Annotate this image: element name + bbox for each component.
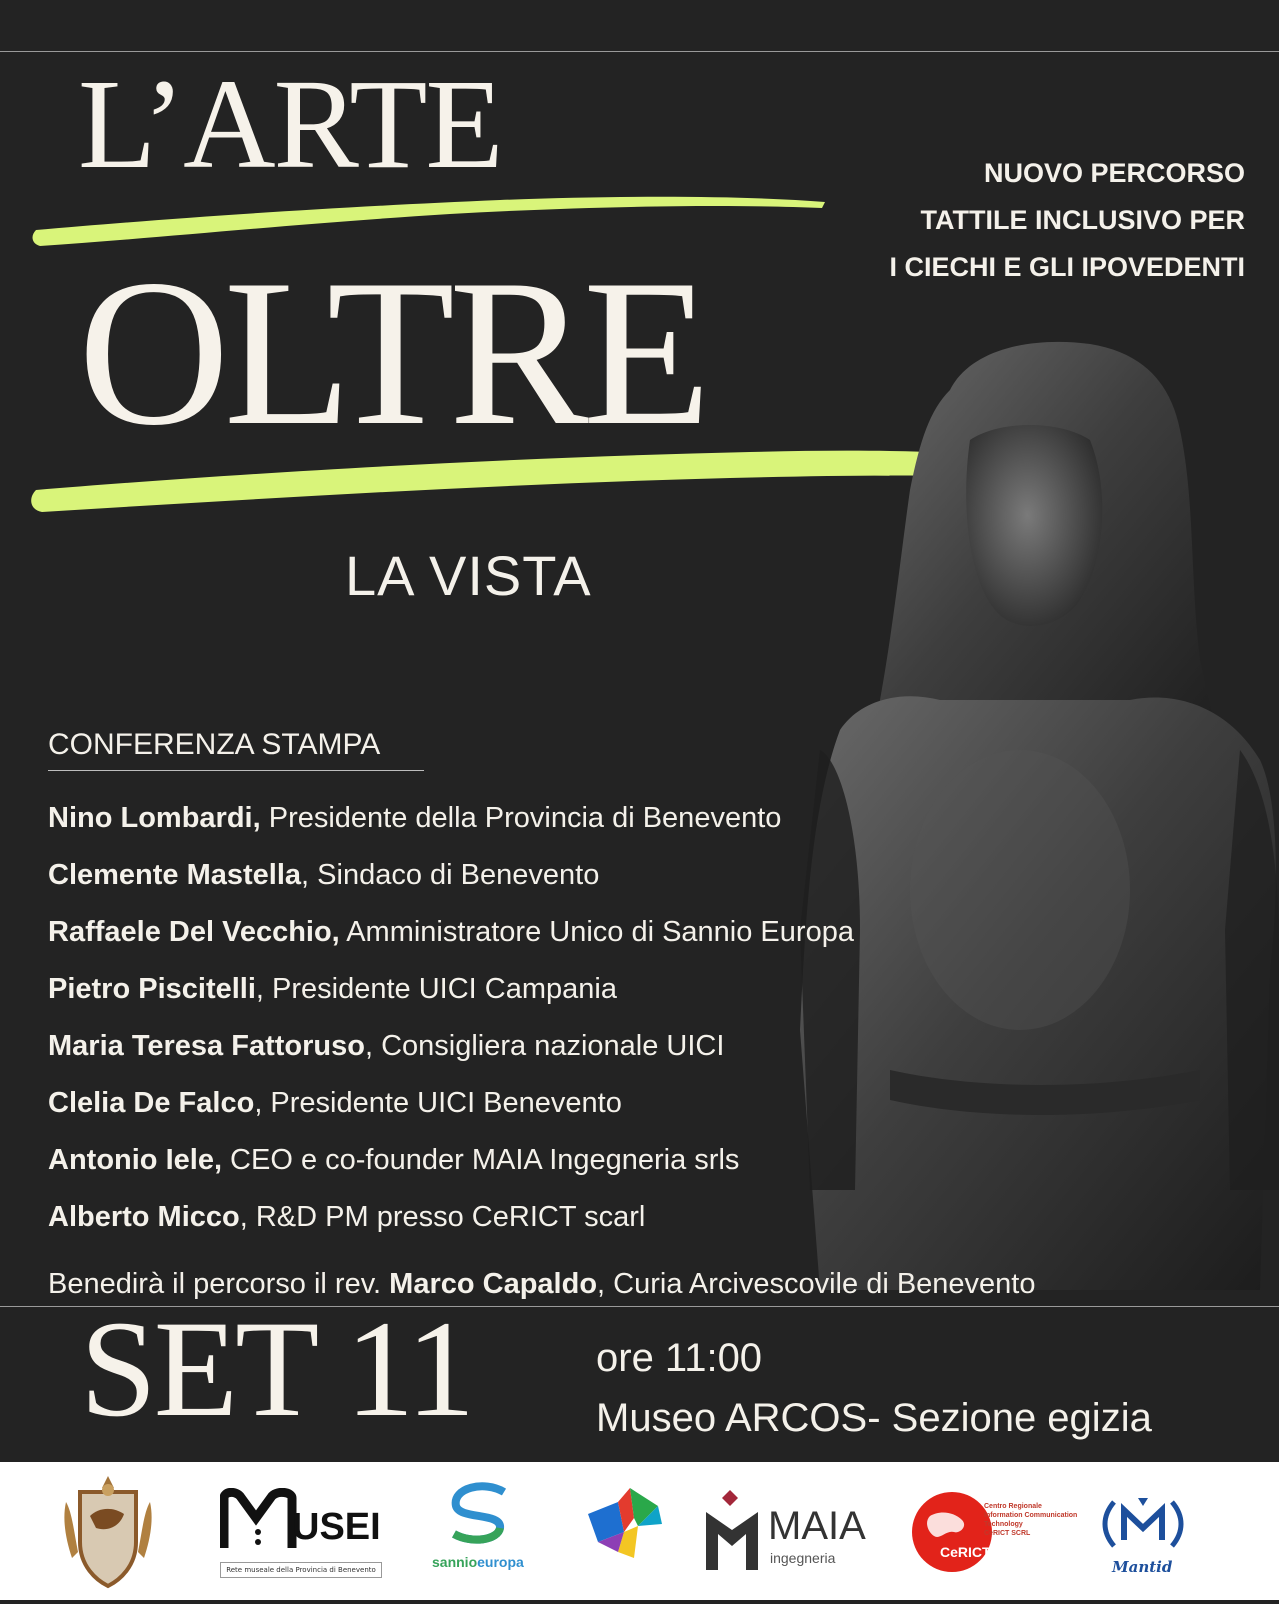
tagline-line: I CIECHI E GLI IPOVEDENTI xyxy=(889,252,1245,282)
blessing-suffix: , Curia Arcivescovile di Benevento xyxy=(597,1268,1036,1300)
blessing-name: Marco Capaldo xyxy=(389,1268,598,1300)
egyptian-statue-image xyxy=(800,330,1279,1290)
cerict-text xyxy=(984,1502,1077,1538)
musei-wordmark: USEI xyxy=(292,1506,381,1548)
musei-m-icon xyxy=(220,1488,300,1552)
event-date: SET 11 xyxy=(80,1292,473,1445)
cerict-text-line: Information Communication xyxy=(984,1512,1078,1519)
cerict-logo xyxy=(910,1462,1085,1600)
speaker-item xyxy=(48,1083,854,1140)
speaker-name: Pietro Piscitelli xyxy=(48,973,256,1005)
event-time: ore 11:00 xyxy=(596,1336,763,1380)
mantid-wordmark: Mantid xyxy=(1112,1558,1173,1576)
tagline-line: NUOVO PERCORSO xyxy=(983,158,1245,188)
colorful-u-icon xyxy=(578,1462,668,1600)
speaker-name: Clemente Mastella xyxy=(48,859,302,891)
speaker-name: Maria Teresa Fattoruso xyxy=(48,1030,365,1062)
sannio-europa-logo xyxy=(430,1462,530,1600)
speaker-role: , Presidente UICI Benevento xyxy=(254,1087,622,1119)
uici-logo xyxy=(578,1462,668,1600)
event-venue: Museo ARCOS- Sezione egizia xyxy=(596,1396,1152,1440)
speaker-name: Clelia De Falco xyxy=(48,1087,255,1119)
cerict-text-line: Centro Regionale xyxy=(984,1503,1042,1510)
speaker-item xyxy=(48,912,854,969)
speaker-role: , R&D PM presso CeRICT scarl xyxy=(239,1201,646,1233)
cerict-label: CeRICT xyxy=(940,1544,991,1560)
mantid-signal-icon xyxy=(1100,1492,1186,1556)
maia-ingegneria-logo xyxy=(704,1462,884,1600)
sponsor-logo-strip xyxy=(0,1462,1279,1600)
speaker-item xyxy=(48,1026,854,1083)
speaker-name: Nino Lombardi, xyxy=(48,802,261,834)
sannio-word-a: sannio xyxy=(432,1554,478,1570)
cerict-text-line: Technology xyxy=(984,1521,1023,1528)
speaker-role: CEO e co-founder MAIA Ingegneria srls xyxy=(222,1144,740,1176)
title-line-2: OLTRE xyxy=(78,237,706,469)
provincia-benevento-logo xyxy=(58,1462,158,1600)
speaker-list xyxy=(48,798,854,1254)
crest-icon xyxy=(58,1462,158,1600)
cerict-text-line: CeRICT SCRL xyxy=(984,1530,1031,1537)
speaker-name: Antonio Iele, xyxy=(48,1144,222,1176)
maia-subtitle: ingegneria xyxy=(770,1550,836,1566)
conference-heading-underline xyxy=(48,770,424,771)
sannio-word-b: europa xyxy=(477,1554,524,1570)
speaker-item xyxy=(48,798,854,855)
tagline xyxy=(889,150,1245,291)
title-line-3: LA VISTA xyxy=(345,544,592,607)
maia-m-icon xyxy=(704,1490,762,1572)
mantid-logo xyxy=(1100,1462,1190,1600)
speaker-item xyxy=(48,855,854,912)
musei-subtitle: Rete museale della Provincia di Benevento xyxy=(220,1562,382,1578)
speaker-item xyxy=(48,1140,854,1197)
musei-logo xyxy=(220,1462,390,1600)
speaker-role: , Consigliera nazionale UICI xyxy=(364,1030,725,1062)
tagline-line: TATTILE INCLUSIVO PER xyxy=(920,205,1245,235)
speaker-role: , Sindaco di Benevento xyxy=(301,859,600,891)
maia-wordmark: MAIA xyxy=(768,1504,866,1548)
speaker-role: , Presidente UICI Campania xyxy=(255,973,617,1005)
sannio-wordmark xyxy=(432,1554,524,1570)
title-line-1: L’ARTE xyxy=(78,53,502,195)
speaker-name: Alberto Micco xyxy=(48,1201,240,1233)
blessing-prefix: Benedirà il percorso il rev. xyxy=(48,1268,390,1300)
conference-heading: CONFERENZA STAMPA xyxy=(48,728,381,761)
speaker-role: Presidente della Provincia di Benevento xyxy=(260,802,782,834)
speaker-role: Amministratore Unico di Sannio Europa xyxy=(339,916,854,948)
speaker-name: Raffaele Del Vecchio, xyxy=(48,916,340,948)
sannio-swoosh-icon xyxy=(444,1482,514,1546)
europe-globe-icon xyxy=(910,1490,994,1574)
top-divider xyxy=(0,51,1279,52)
speaker-item xyxy=(48,969,854,1026)
speaker-item xyxy=(48,1197,854,1254)
